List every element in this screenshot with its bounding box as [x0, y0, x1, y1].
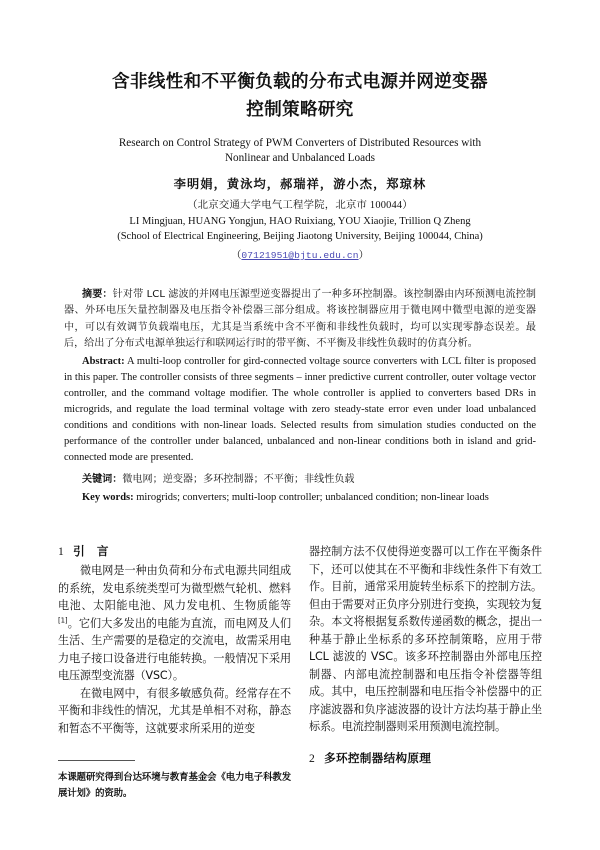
body-column-left	[58, 543, 291, 840]
section-2-title: 多环控制器结构原理	[324, 750, 432, 765]
abstract-block	[58, 287, 542, 506]
citation-marker-1: [1]	[58, 615, 68, 624]
keywords-english-text: mirogrids; converters; multi-loop controller; unbalanced condition; non-linear loads	[133, 492, 489, 504]
contact-email-link[interactable]: 07121951@bjtu.edu.cn	[241, 249, 359, 261]
abstract-chinese	[64, 287, 536, 352]
section-heading-1	[58, 543, 291, 559]
title-chinese-line-2: 控制策略研究	[246, 100, 354, 121]
title-chinese-line-1: 含非线性和不平衡负载的分布式电源并网逆变器	[112, 72, 488, 92]
contact-email-line	[58, 246, 542, 261]
keywords-english-label: Key words:	[82, 492, 134, 504]
abstract-english	[64, 354, 536, 466]
section-1-title: 引 言	[73, 544, 109, 558]
section-heading-2	[309, 750, 542, 766]
body-columns	[58, 543, 542, 840]
keywords-english	[64, 490, 536, 506]
abstract-english-text: A multi-loop controller for gird-connected voltage source converters with LCL filter is proposed in this paper. The controller consists of three segments – inner predictive current controller, outer voltage vector controller, and the command voltage modifier. The whole controller is applied to converters based DRs in microgrids, and regulate the load terminal voltage with zero steady-state error even under load unbalanced conditions and conditions with non-linear loads. Selected results from simulation studies conducted on the performance of the controller under balanced, unbalanced and non-linear conditions both in island and grid-connected mode are presented.	[64, 356, 536, 463]
keywords-chinese	[64, 472, 536, 488]
section-1-number: 1	[58, 545, 65, 558]
abstract-chinese-label: 摘要：	[82, 288, 113, 300]
abstract-chinese-text: 针对带 LCL 滤波的并网电压源型逆变器提出了一种多环控制器。该控制器由内环预测电流控制器、外环电压矢量控制器及电压指令补偿器三部分组成。将该控制器应用于微电网中微型电源的逆变器中，可以有效调节负载端电压，尤其是当系统中含不平衡和非线性负载时，均可以实现零静态误差。最后，给出了分布式电源单独运行和联网运行时的带平衡、不平衡及非线性负载时的仿真分析。	[64, 288, 536, 349]
affiliation-english: (School of Electrical Engineering, Beijing Jiaotong University, Beijing 100044, China)	[117, 230, 483, 242]
body-column-right	[309, 543, 542, 840]
email-close-paren: ）	[358, 249, 369, 261]
page-title-english	[80, 136, 520, 166]
keywords-chinese-label: 关键词：	[82, 473, 123, 485]
footnote-text: 本课题研究得到台达环境与教育基金会《电力电子科教发展计划》的资助。	[58, 772, 291, 800]
page-title-chinese	[58, 0, 542, 125]
abstract-english-label: Abstract:	[82, 356, 125, 368]
section-1-paragraph-2: 在微电网中，有很多敏感负荷。经常存在不平衡和非线性的情况，尤其是单相不对称，静态和暂态不平衡等，这就要求所采用的逆变	[58, 686, 291, 735]
title-english-line-2: Nonlinear and Unbalanced Loads	[224, 151, 376, 164]
email-open-paren: （	[231, 249, 242, 261]
authors-chinese: 李明娟，黄泳均，郝瑞祥，游小杰，郑琼林	[173, 176, 427, 191]
title-block	[58, 0, 542, 261]
section-1-paragraph-1-part-b: 。它们大多发出的电能为直流，而电网及人们生活、生产需要的是稳定的交流电，故需采用电力电子接口设备进行电能转换。一般情况下采用电压源型变流器（VSC）。	[58, 616, 291, 683]
title-english-line-1: Research on Control Strategy of PWM Converters of Distributed Resources with	[118, 136, 482, 149]
footnote-separator-rule	[58, 760, 135, 761]
section-1-paragraph-3: 器控制方法不仅使得逆变器可以工作在平衡条件下，还可以使其在不平衡和非线性条件下有效工作。目前，通常采用旋转坐标系下的控制方法。但由于需要对正负序分别进行变换，实现较为复杂。本文将根据复系数传递函数的概念，提出一种基于静止坐标系的多环控制策略，应用于带 LCL 滤波的 VSC。该多环控制器由外部电压控制器、内部电流控制器和电压指令补偿器等组成。其中，电压控制器和电压指令补偿器中的正序滤波器和负序滤波器的设计方法均基于静止坐标系。电流控制器则采用预测电流控制。	[309, 545, 542, 734]
section-1-paragraph-1-part-a: 微电网是一种由负荷和分布式电源共同组成的系统，发电系统类型可为微型燃气轮机、燃料电池、太阳能电池、风力发电机、生物质能等	[58, 564, 291, 613]
section-2-number: 2	[309, 751, 316, 765]
keywords-chinese-text: 微电网；逆变器；多环控制器；不平衡；非线性负载	[122, 473, 355, 485]
footnote-block	[58, 760, 291, 802]
section-1-paragraph-1	[58, 562, 291, 685]
affiliation-chinese: （北京交通大学电气工程学院，北京市 100044）	[187, 199, 413, 211]
authors-english: LI Mingjuan, HUANG Yongjun, HAO Ruixiang, YOU Xiaojie, Trillion Q Zheng	[129, 215, 471, 227]
